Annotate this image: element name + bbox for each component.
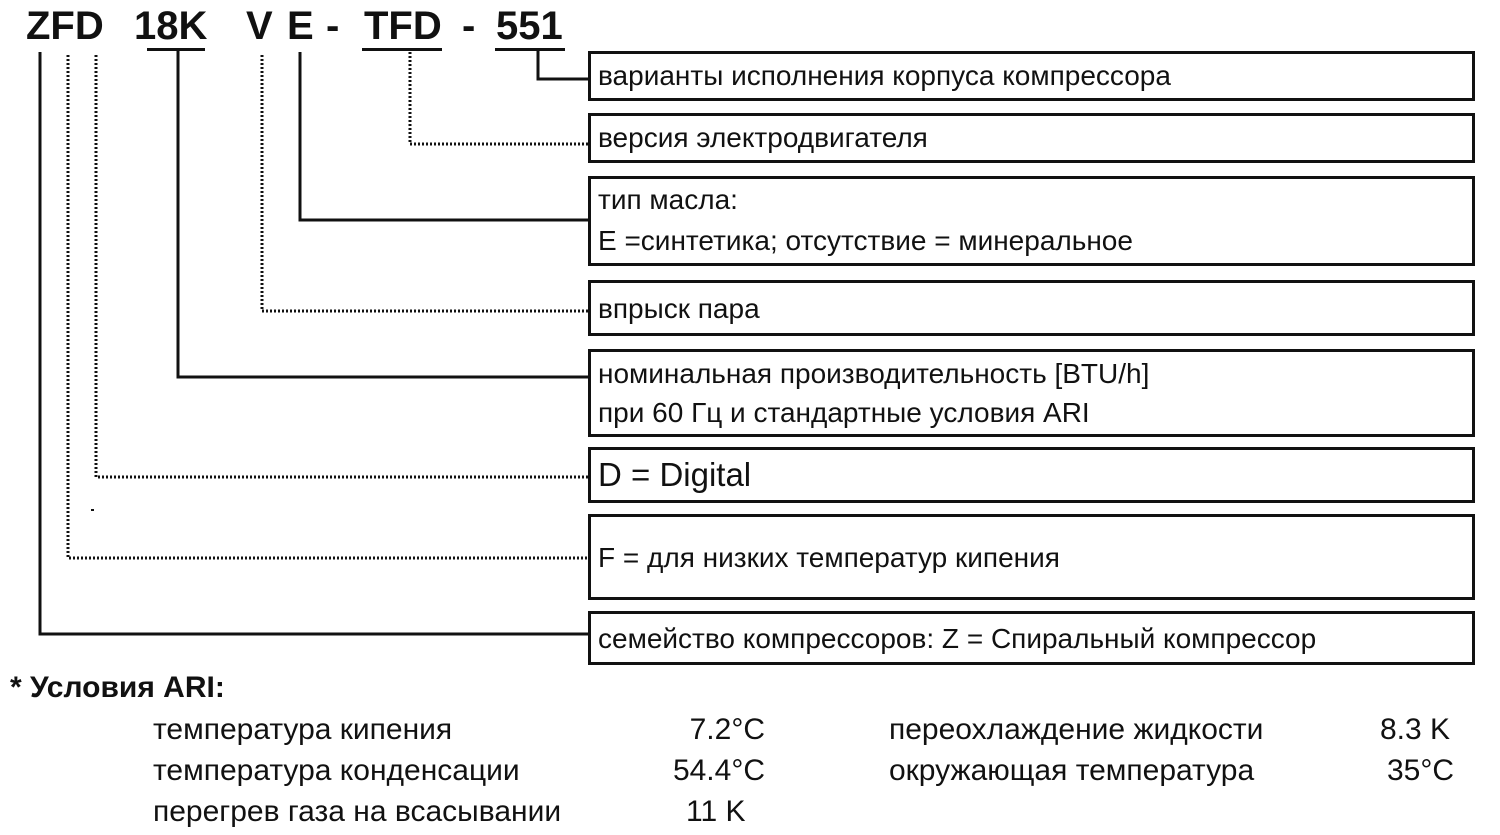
wire-vapor [262,55,588,311]
box-housing-text: варианты исполнения корпуса компрессора [598,60,1171,91]
box-oil-line1: тип масла: [598,184,738,215]
wire-family [40,52,588,634]
box-oil-line2: E =синтетика; отсутствие = минеральное [598,225,1133,256]
box-digital-text: D = Digital [598,456,752,493]
ari-left-label-3: перегрев газа на всасывании [153,795,562,828]
ari-title: * Условия ARI: [10,671,225,704]
wire-lowtemp [68,55,588,558]
box-family [588,611,1475,665]
ari-left-value-3: 11 K [686,795,746,828]
ari-right-value-2: 35°C [1386,754,1454,787]
box-vapor [588,280,1475,336]
wire-motor [410,52,588,144]
code-dash-1: - [326,4,340,48]
wire-capacity [178,50,588,377]
code-motor: TFD [364,4,442,48]
ari-left-value-2: 54.4°C [672,754,765,787]
ari-right-label-1: переохлаждение жидкости [889,713,1264,746]
box-capacity-line2: при 60 Гц и стандартные условия ARI [598,397,1090,428]
code-family: ZFD [26,4,104,48]
ari-right-label-2: окружающая температура [889,754,1255,787]
ari-right-value-1: 8.3 K [1379,713,1450,746]
wire-oil [300,52,588,220]
underline-capacity [147,48,205,51]
box-lowtemp [588,514,1475,600]
box-motor [588,113,1475,163]
box-capacity [588,349,1475,437]
box-housing [588,51,1475,101]
box-motor-text: версия электродвигателя [598,122,928,153]
box-oil [588,176,1475,266]
box-lowtemp-text: F = для низких температур кипения [598,542,1060,573]
ari-left-label-1: температура кипения [153,713,453,746]
code-oil: E [287,4,314,48]
underline-motor [362,48,442,51]
box-capacity-line1: номинальная производительность [BTU/h] [598,358,1150,389]
wire-digital [96,55,588,477]
box-family-text: семейство компрессоров: Z = Спиральный компрессор [598,623,1317,654]
wire-housing [538,50,588,79]
code-capacity: 18K [134,4,208,48]
box-digital [588,447,1475,503]
stray-dot [91,509,94,511]
ari-left-label-2: температура конденсации [153,754,520,787]
underline-housing [495,48,565,51]
ari-left-value-1: 7.2°C [689,713,765,746]
code-dash-2: - [462,4,476,48]
box-vapor-text: впрыск пара [598,293,760,324]
code-housing: 551 [496,4,563,48]
code-vapor: V [246,4,273,48]
